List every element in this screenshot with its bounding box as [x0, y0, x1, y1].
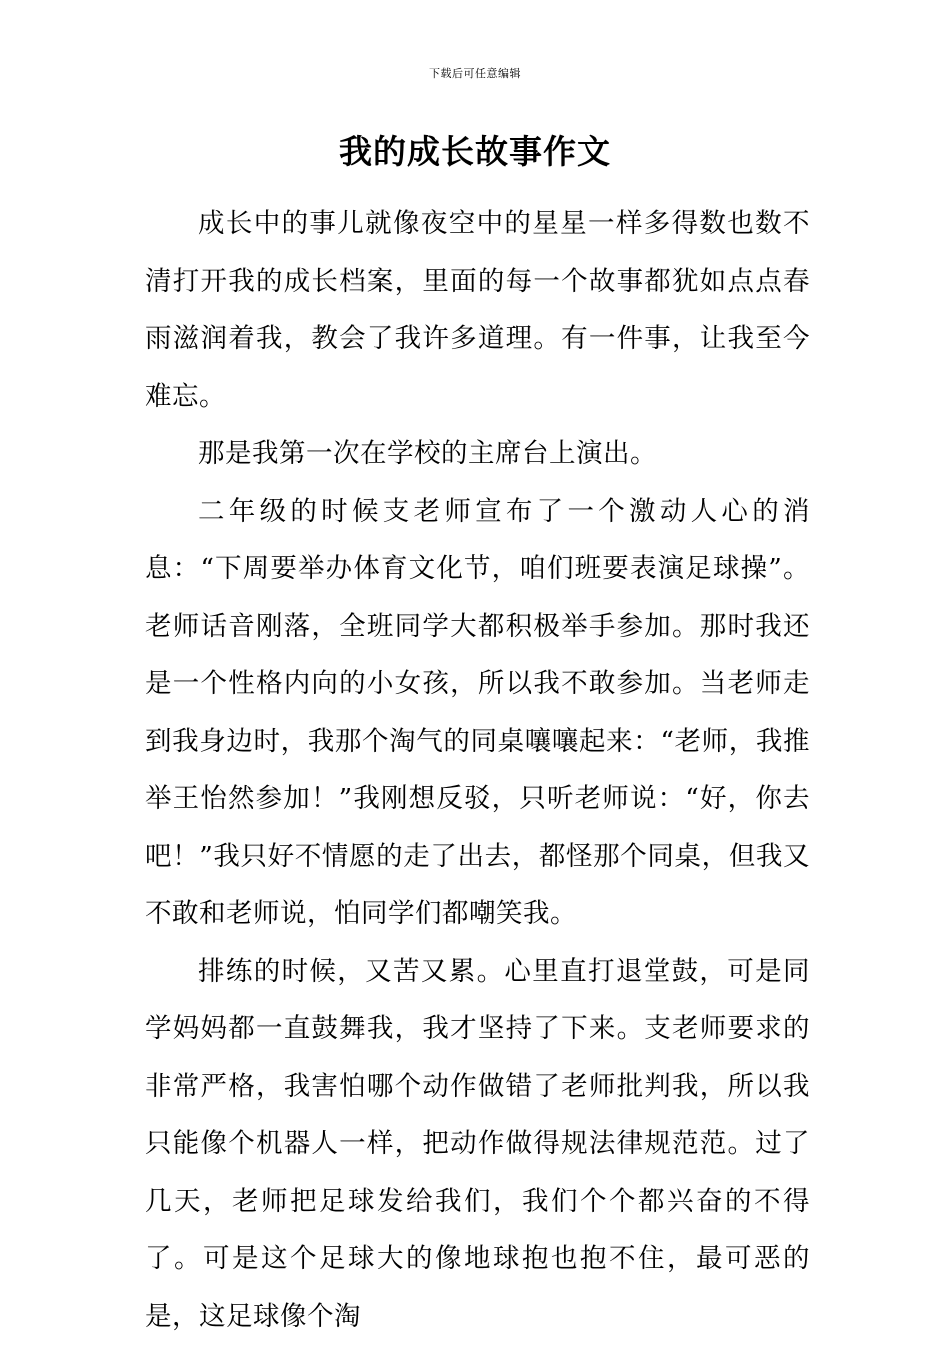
- document-body: [145, 195, 810, 1345]
- paragraph-2: 那是我第一次在学校的主席台上演出。: [145, 425, 810, 483]
- paragraph-4: 排练的时候，又苦又累。心里直打退堂鼓，可是同学妈妈都一直鼓舞我，我才坚持了下来。支老师要求的非常严格，我害怕哪个动作做错了老师批判我，所以我只能像个机器人一样，把动作做得规法律规范范。过了几天，老师把足球发给我们，我们个个都兴奋的不得了。可是这个足球大的像地球抱也抱不住，最可恶的是，这足球像个淘: [145, 943, 810, 1345]
- document-title: 我的成长故事作文: [0, 128, 950, 176]
- paragraph-1: 成长中的事儿就像夜空中的星星一样多得数也数不清打开我的成长档案，里面的每一个故事都犹如点点春雨滋润着我，教会了我许多道理。有一件事，让我至今难忘。: [145, 195, 810, 425]
- header-note: 下载后可任意编辑: [0, 66, 950, 82]
- paragraph-3: 二年级的时候支老师宣布了一个激动人心的消息：“下周要举办体育文化节，咱们班要表演足球操”。老师话音刚落，全班同学大都积极举手参加。那时我还是一个性格内向的小女孩，所以我不敢参加。当老师走到我身边时，我那个淘气的同桌嚷嚷起来：“老师，我推举王怡然参加！”我刚想反驳，只听老师说：“好，你去吧！”我只好不情愿的走了出去，都怪那个同桌，但我又不敢和老师说，怕同学们都嘲笑我。: [145, 483, 810, 943]
